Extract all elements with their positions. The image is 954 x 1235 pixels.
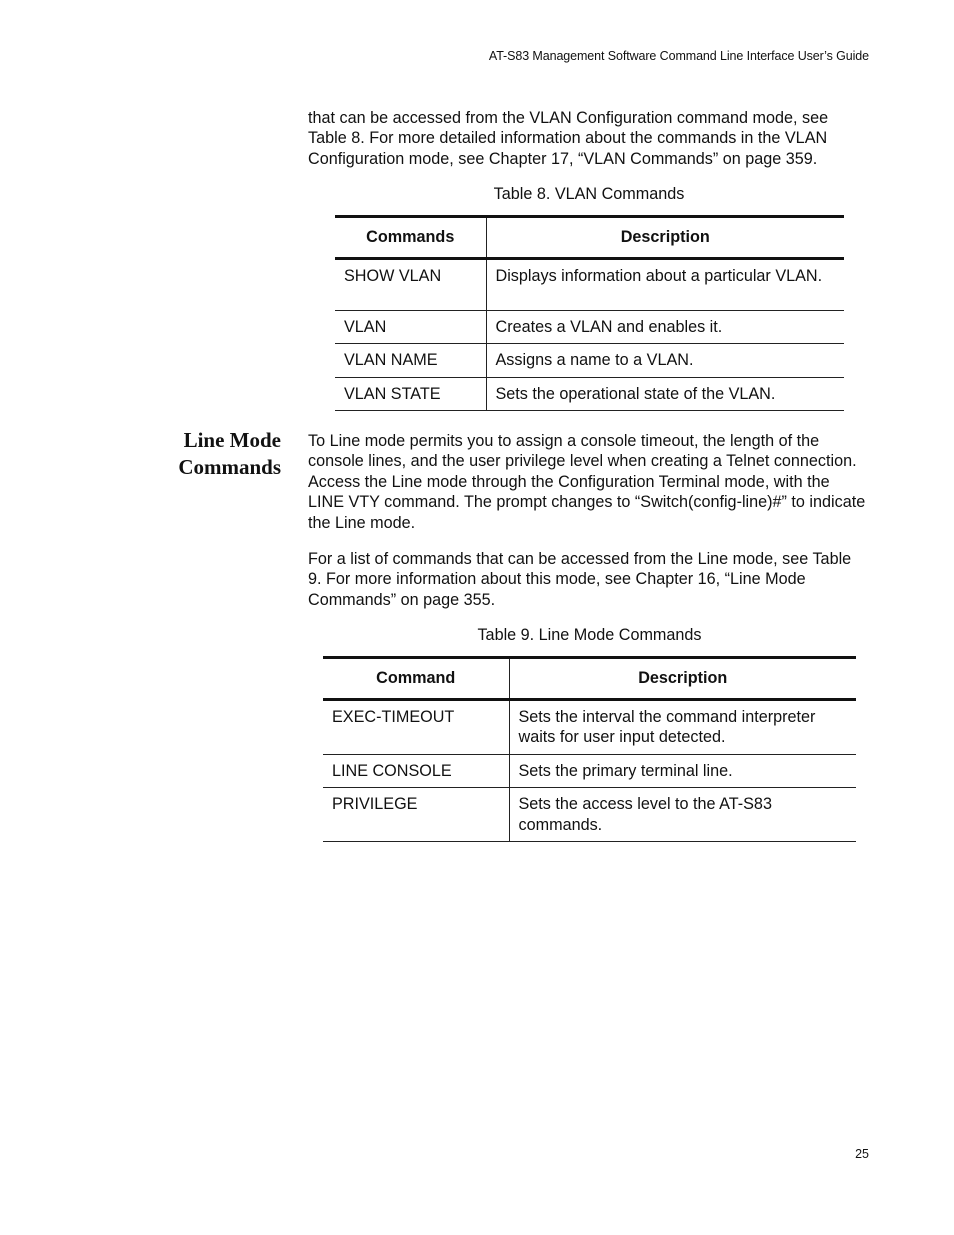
section-heading	[120, 427, 281, 481]
description-cell: Assigns a name to a VLAN.	[486, 344, 844, 377]
column-header-commands: Commands	[335, 217, 486, 259]
table9-line-mode-commands	[323, 656, 856, 842]
table-row	[323, 700, 856, 755]
intro-paragraph: that can be accessed from the VLAN Configuration command mode, see Table 8. For more detailed information about the commands in the VLAN Configuration mode, see Chapter 17, “VLAN Commands” on page 359.	[308, 109, 829, 168]
table9-caption: Table 9. Line Mode Commands	[477, 626, 702, 644]
table8-caption: Table 8. VLAN Commands	[493, 185, 685, 203]
description-cell: Sets the operational state of the VLAN.	[486, 377, 844, 410]
section-paragraph-1: To Line mode permits you to assign a console timeout, the length of the console lines, and the user privilege level when creating a Telnet connection. Access the Line mode through the Configuration Terminal mode, with the LINE VTY command. The prompt changes to “Switch(config-line)#” to indicate the Line mode.	[308, 432, 866, 532]
column-header-description: Description	[509, 658, 856, 700]
table-row	[335, 311, 844, 344]
table-header-row	[335, 217, 844, 259]
table-header-row	[323, 658, 856, 700]
running-header: AT-S83 Management Software Command Line Interface User’s Guide	[488, 49, 869, 63]
table-row	[335, 344, 844, 377]
description-cell: Creates a VLAN and enables it.	[486, 311, 844, 344]
command-cell: VLAN NAME	[335, 344, 486, 377]
table-row	[323, 788, 856, 842]
section-heading-line2: Commands	[178, 455, 281, 479]
column-header-description: Description	[486, 217, 844, 259]
section-paragraph-2: For a list of commands that can be accessed from the Line mode, see Table 9. For more information about this mode, see Chapter 16, “Line Mode Commands” on page 355.	[308, 550, 852, 609]
table8-vlan-commands	[335, 215, 844, 411]
column-header-command: Command	[323, 658, 509, 700]
page-number: 25	[855, 1147, 869, 1161]
command-cell: VLAN STATE	[335, 377, 486, 410]
command-cell: EXEC-TIMEOUT	[323, 700, 509, 755]
command-cell: LINE CONSOLE	[323, 754, 509, 787]
description-cell: Displays information about a particular VLAN.	[486, 259, 844, 311]
command-cell: SHOW VLAN	[335, 259, 486, 311]
table-row	[323, 754, 856, 787]
description-cell: Sets the access level to the AT-S83 commands.	[509, 788, 856, 842]
table-row	[335, 259, 844, 311]
table-row	[335, 377, 844, 410]
section-heading-line1: Line Mode	[183, 428, 281, 452]
command-cell: PRIVILEGE	[323, 788, 509, 842]
description-cell: Sets the primary terminal line.	[509, 754, 856, 787]
description-cell: Sets the interval the command interpreter waits for user input detected.	[509, 700, 856, 755]
command-cell: VLAN	[335, 311, 486, 344]
